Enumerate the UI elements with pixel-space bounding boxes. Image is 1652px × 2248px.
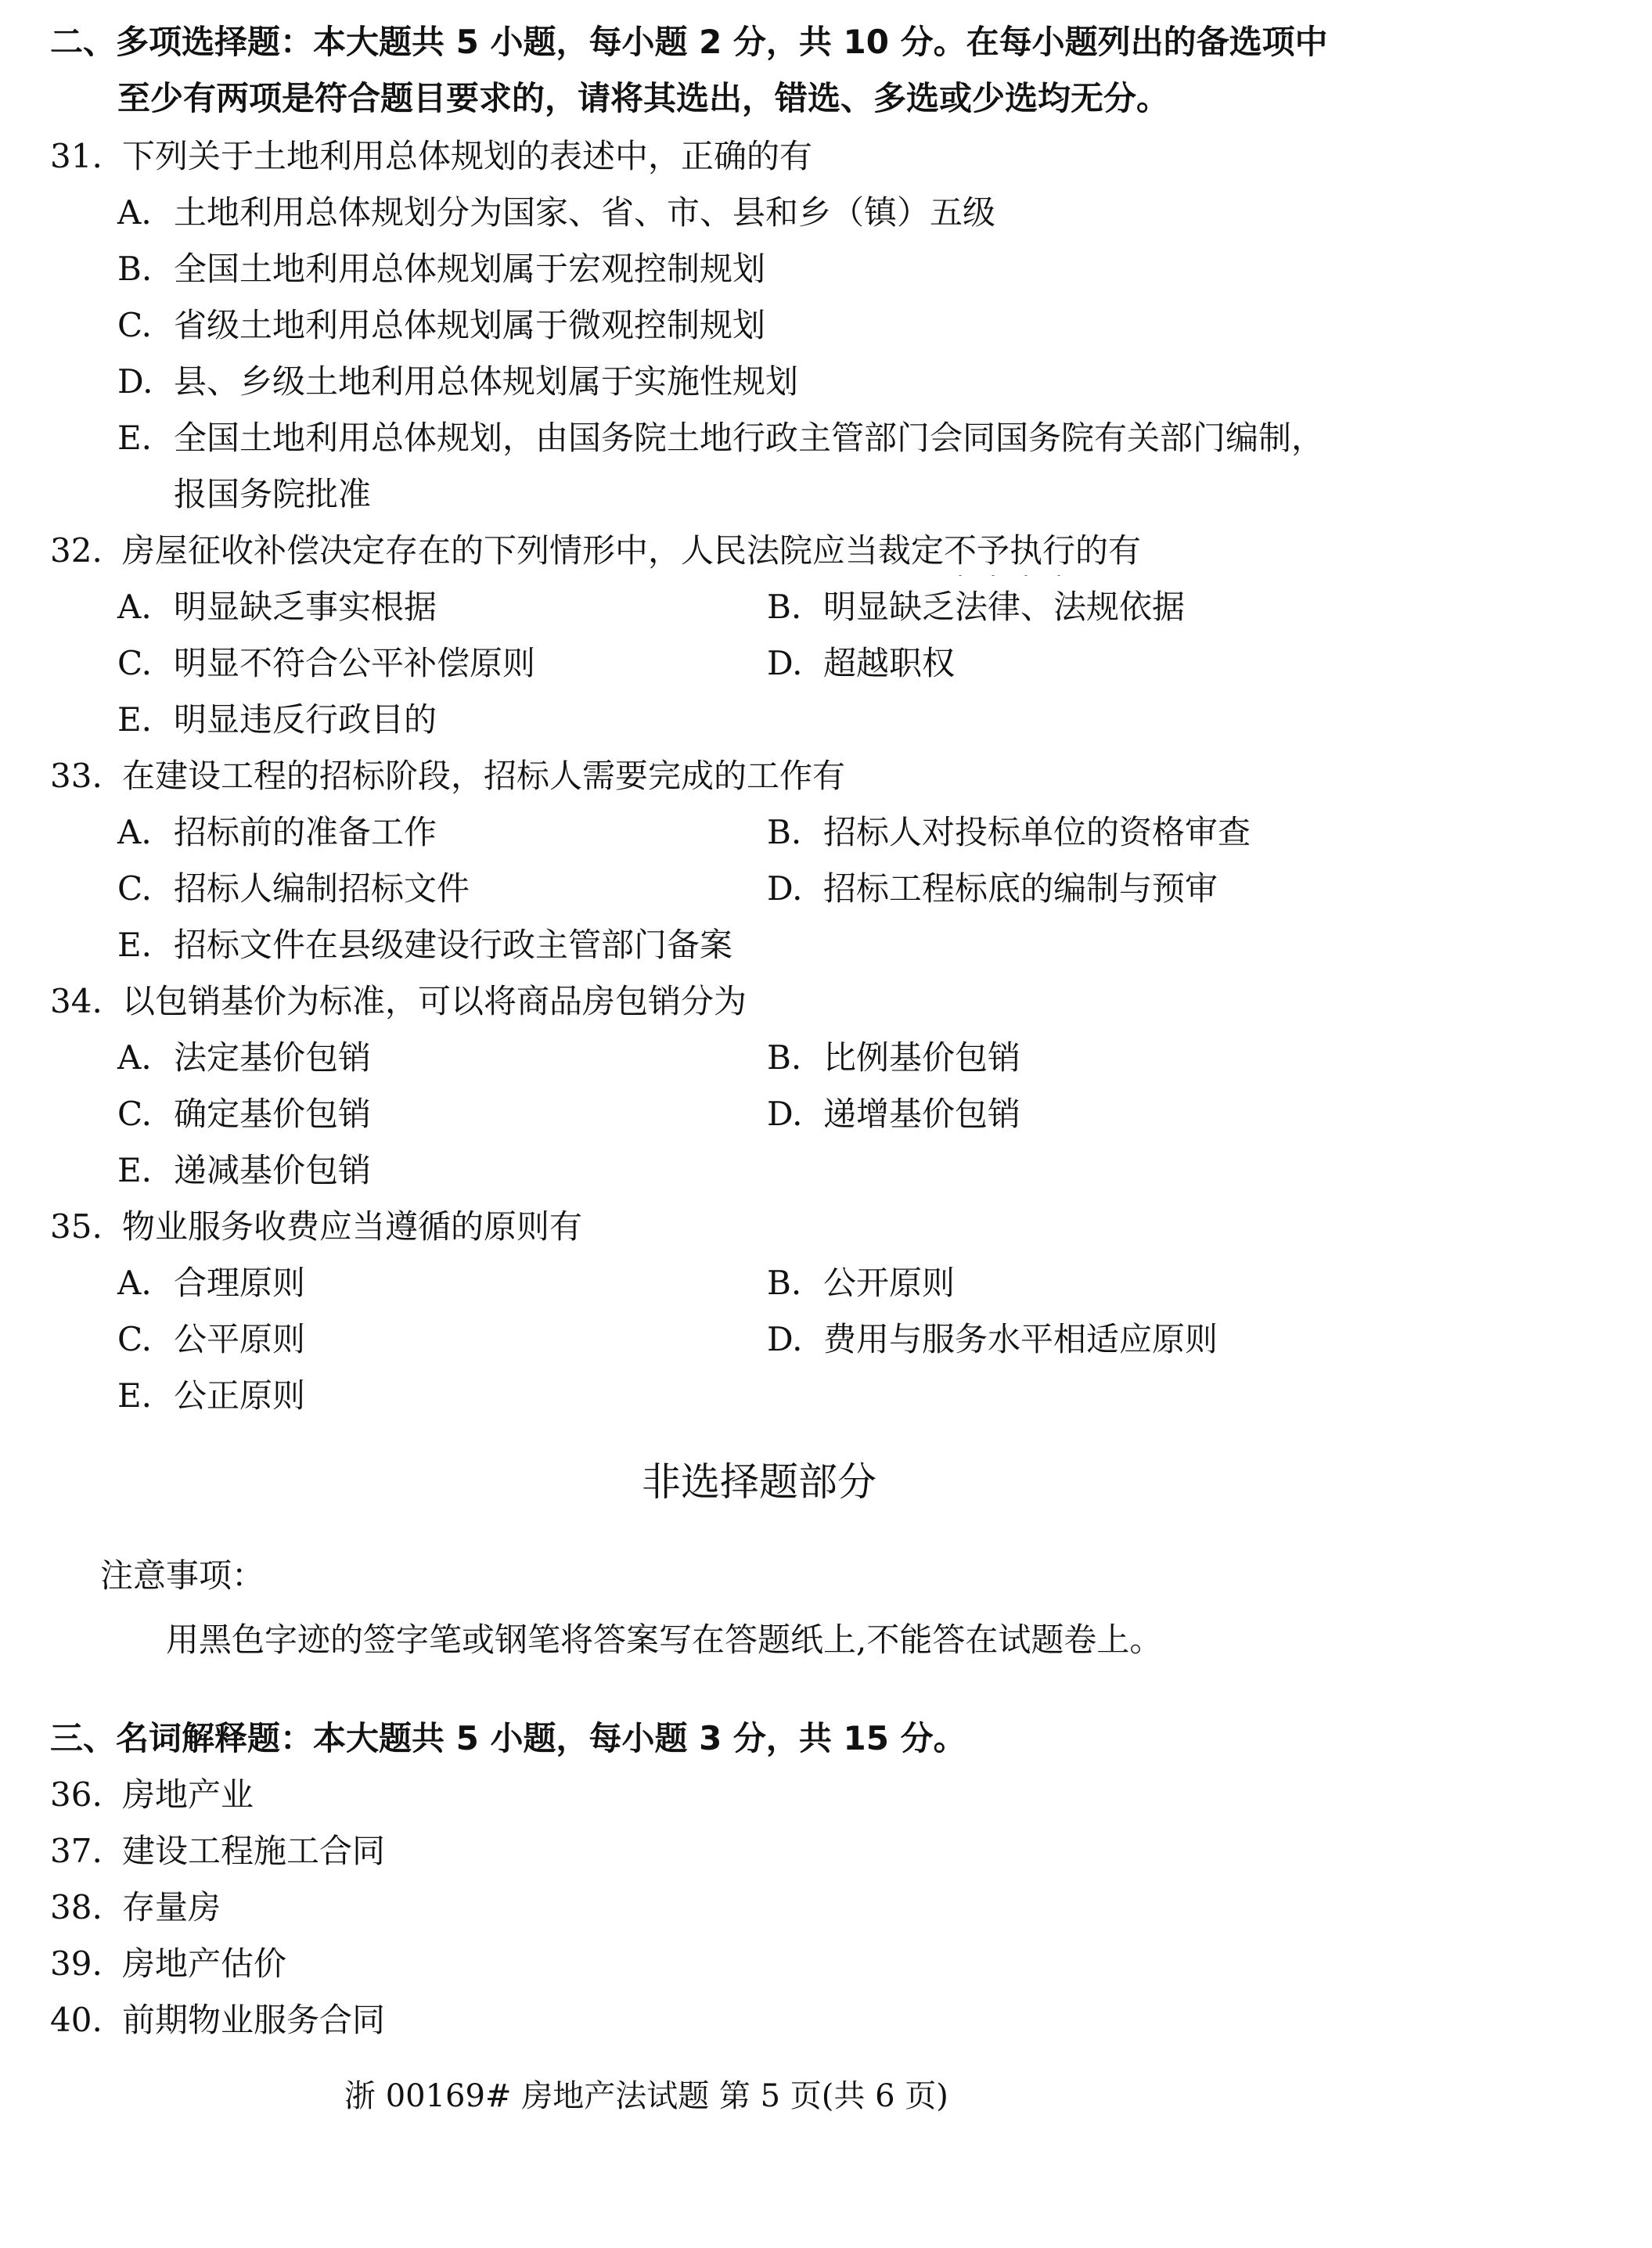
item-number: 36.	[50, 1775, 103, 1814]
option-31-c	[117, 304, 765, 347]
option-text: 招标工程标底的编制与预审	[823, 869, 1218, 908]
question-number: 33.	[50, 757, 103, 795]
page-footer: 浙 00169# 房地产法试题 第 5 页(共 6 页)	[344, 2078, 948, 2114]
option-letter: D.	[767, 869, 803, 908]
option-32-d	[767, 642, 955, 685]
option-35-b	[767, 1261, 955, 1305]
option-letter: C.	[117, 1320, 152, 1358]
option-text: 明显不符合公平补偿原则	[174, 644, 536, 682]
option-31-e	[117, 416, 1324, 460]
option-32-c	[117, 642, 535, 685]
option-35-a	[117, 1261, 305, 1305]
option-letter: D.	[767, 1095, 803, 1133]
option-32-e	[117, 698, 437, 742]
item-text: 房地产业	[122, 1775, 254, 1814]
question-34-stem	[50, 980, 747, 1023]
option-text: 法定基价包销	[174, 1038, 372, 1077]
option-text: 招标人对投标单位的资格审查	[823, 813, 1251, 851]
option-35-c	[117, 1318, 305, 1361]
question-number: 34.	[50, 982, 103, 1020]
option-text: 公平原则	[174, 1320, 306, 1358]
option-34-d	[767, 1092, 1020, 1136]
item-number: 37.	[50, 1832, 103, 1870]
option-35-d	[767, 1318, 1218, 1361]
question-text: 下列关于土地利用总体规划的表述中，正确的有	[122, 137, 813, 175]
question-text: 房屋征收补偿决定存在的下列情形中，人民法院应当裁定	[122, 531, 945, 570]
option-text: 费用与服务水平相适应原则	[823, 1320, 1218, 1358]
question-32-stem	[50, 529, 1141, 573]
option-letter: E.	[117, 926, 153, 964]
item-number: 40.	[50, 2001, 103, 2039]
option-letter: A.	[117, 193, 152, 232]
option-letter: A.	[117, 1264, 152, 1302]
option-letter: B.	[117, 250, 153, 288]
item-number: 38.	[50, 1888, 103, 1926]
option-letter: C.	[117, 869, 152, 908]
term-item-38	[50, 1886, 221, 1930]
option-text: 递减基价包销	[174, 1151, 372, 1189]
question-text: 以包销基价为标准，可以将商品房包销分为	[122, 982, 747, 1020]
question-number: 31.	[50, 137, 103, 175]
option-text: 公开原则	[823, 1264, 956, 1302]
option-text: 全国土地利用总体规划属于宏观控制规划	[174, 250, 766, 288]
term-item-37	[50, 1829, 385, 1873]
question-33-stem	[50, 754, 845, 798]
option-letter: E.	[117, 1376, 153, 1415]
option-letter: B.	[767, 1264, 802, 1302]
option-text: 省级土地利用总体规划属于微观控制规划	[174, 306, 766, 344]
term-item-40	[50, 1998, 385, 2042]
option-31-e-continued: 报国务院批准	[174, 475, 372, 513]
option-text: 递增基价包销	[823, 1095, 1021, 1133]
option-text: 招标文件在县级建设行政主管部门备案	[174, 926, 733, 964]
question-text: 在建设工程的招标阶段，招标人需要完成的工作有	[122, 757, 846, 795]
question-text-end: 的有	[1075, 531, 1142, 570]
option-32-b	[767, 585, 1185, 629]
option-letter: B.	[767, 1038, 802, 1077]
option-31-b	[117, 247, 765, 291]
option-text: 全国土地利用总体规划，由国务院土地行政主管部门会同国务院有关部门编制，	[174, 419, 1325, 457]
notice-text: 用黑色字迹的签字笔或钢笔将答案写在答题纸上,不能答在试题卷上。	[166, 1620, 1163, 1659]
option-text: 确定基价包销	[174, 1095, 372, 1133]
option-34-c	[117, 1092, 371, 1136]
option-letter: B.	[767, 813, 802, 851]
item-text: 存量房	[122, 1888, 221, 1926]
option-text: 招标人编制招标文件	[174, 869, 470, 908]
section-title: 非选择题部分	[642, 1459, 876, 1505]
option-34-a	[117, 1036, 371, 1080]
emphasis-text: 不予执行	[944, 531, 1075, 576]
option-letter: C.	[117, 306, 152, 344]
item-text: 房地产估价	[122, 1944, 287, 1983]
option-33-d	[767, 867, 1218, 911]
option-letter: D.	[117, 362, 153, 401]
term-item-39	[50, 1942, 286, 1986]
part2-header-line2: 至少有两项是符合题目要求的，请将其选出，错选、多选或少选均无分。	[117, 79, 1170, 117]
question-text: 物业服务收费应当遵循的原则有	[122, 1207, 583, 1246]
option-letter: A.	[117, 1038, 152, 1077]
option-32-a	[117, 585, 437, 629]
option-35-e	[117, 1374, 305, 1418]
option-letter: E.	[117, 1151, 153, 1189]
option-text: 明显违反行政目的	[174, 700, 437, 739]
option-33-e	[117, 923, 732, 967]
option-letter: E.	[117, 419, 153, 457]
question-number: 35.	[50, 1207, 103, 1246]
question-35-stem	[50, 1205, 582, 1249]
item-text: 建设工程施工合同	[122, 1832, 386, 1870]
option-33-b	[767, 811, 1251, 854]
term-item-36	[50, 1773, 254, 1817]
option-text: 招标前的准备工作	[174, 813, 437, 851]
part2-header-line1: 二、多项选择题：本大题共 5 小题，每小题 2 分，共 10 分。在每小题列出的备选项中	[50, 23, 1328, 61]
question-31-stem	[50, 135, 812, 178]
option-text: 公正原则	[174, 1376, 306, 1415]
option-text: 合理原则	[174, 1264, 306, 1302]
option-letter: B.	[767, 588, 802, 626]
option-letter: D.	[767, 1320, 803, 1358]
option-letter: C.	[117, 1095, 152, 1133]
option-letter: E.	[117, 700, 153, 739]
option-text: 县、乡级土地利用总体规划属于实施性规划	[174, 362, 799, 401]
option-letter: C.	[117, 644, 152, 682]
option-text: 超越职权	[823, 644, 956, 682]
option-34-e	[117, 1149, 371, 1192]
option-31-a	[117, 191, 995, 235]
option-text: 明显缺乏法律、法规依据	[823, 588, 1186, 626]
option-text: 明显缺乏事实根据	[174, 588, 437, 626]
option-letter: A.	[117, 588, 152, 626]
item-text: 前期物业服务合同	[122, 2001, 386, 2039]
option-text: 比例基价包销	[823, 1038, 1021, 1077]
question-number: 32.	[50, 531, 103, 570]
option-33-a	[117, 811, 437, 854]
option-33-c	[117, 867, 470, 911]
option-text: 土地利用总体规划分为国家、省、市、县和乡（镇）五级	[174, 193, 996, 232]
notice-label: 注意事项：	[100, 1556, 265, 1595]
option-34-b	[767, 1036, 1020, 1080]
part3-header: 三、名词解释题：本大题共 5 小题，每小题 3 分，共 15 分。	[50, 1719, 966, 1757]
item-number: 39.	[50, 1944, 103, 1983]
option-31-d	[117, 360, 798, 404]
option-letter: A.	[117, 813, 152, 851]
option-letter: D.	[767, 644, 803, 682]
